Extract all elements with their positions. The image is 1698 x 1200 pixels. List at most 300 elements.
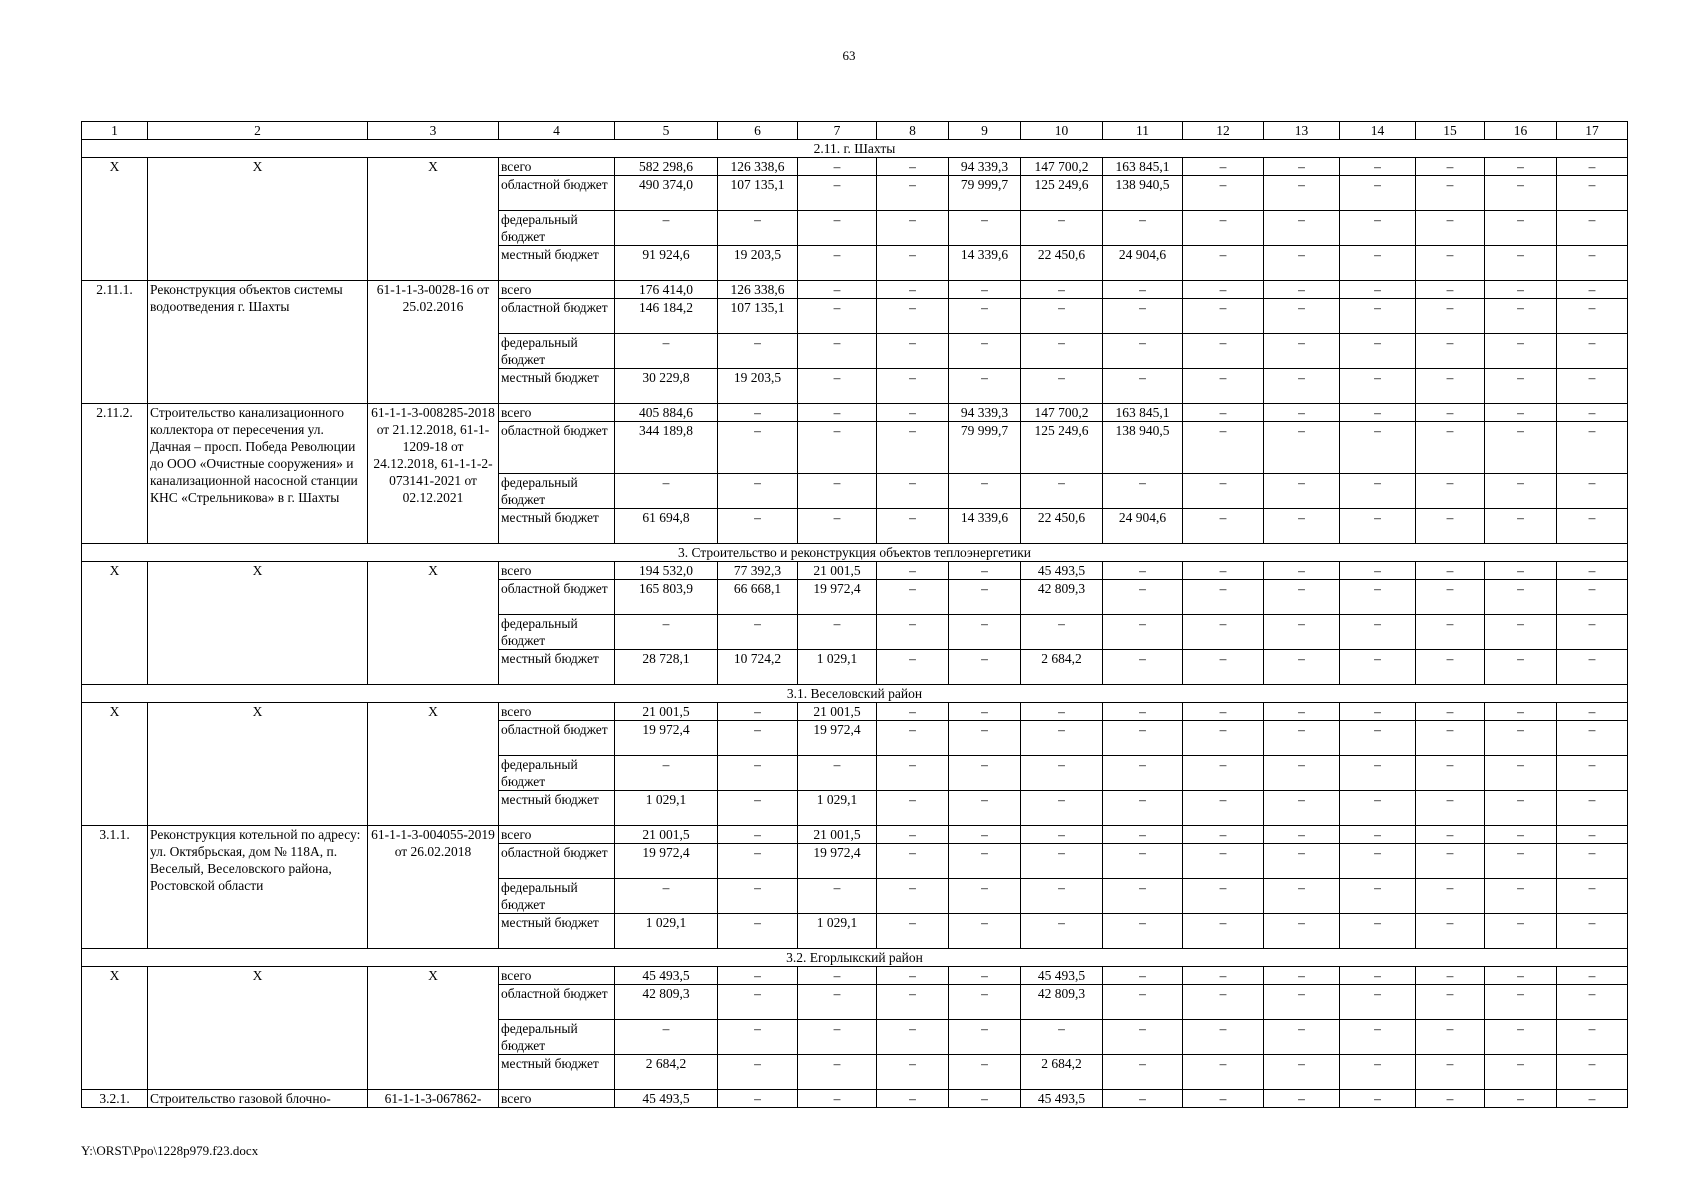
amount-cell: –: [949, 615, 1021, 650]
amount-cell: –: [718, 985, 798, 1020]
amount-cell: –: [718, 334, 798, 369]
amount-cell: –: [877, 422, 949, 474]
amount-cell: 163 845,1: [1103, 158, 1183, 176]
amount-cell: –: [1485, 299, 1557, 334]
amount-cell: –: [1183, 967, 1264, 985]
amount-cell: 1 029,1: [615, 791, 718, 826]
amount-cell: –: [1103, 562, 1183, 580]
amount-cell: –: [1021, 914, 1103, 949]
budget-source-label: федеральный бюджет: [499, 334, 615, 369]
expertise-number: 61-1-1-3-0028-16 от 25.02.2016: [368, 281, 499, 404]
amount-cell: –: [877, 1020, 949, 1055]
amount-cell: 125 249,6: [1021, 422, 1103, 474]
amount-cell: –: [1557, 879, 1628, 914]
amount-cell: –: [1264, 281, 1340, 299]
expertise-number: Х: [368, 703, 499, 826]
amount-cell: –: [1264, 422, 1340, 474]
budget-source-label: федеральный бюджет: [499, 879, 615, 914]
amount-cell: –: [1264, 580, 1340, 615]
amount-cell: –: [1416, 721, 1485, 756]
amount-cell: –: [1264, 703, 1340, 721]
amount-cell: 19 972,4: [615, 844, 718, 879]
amount-cell: 14 339,6: [949, 246, 1021, 281]
amount-cell: 19 203,5: [718, 246, 798, 281]
amount-cell: –: [877, 211, 949, 246]
amount-cell: –: [1021, 211, 1103, 246]
amount-cell: –: [1264, 985, 1340, 1020]
budget-source-label: федеральный бюджет: [499, 615, 615, 650]
amount-cell: –: [1416, 299, 1485, 334]
amount-cell: –: [1021, 334, 1103, 369]
table-row: [82, 404, 1628, 422]
amount-cell: –: [1183, 211, 1264, 246]
amount-cell: –: [1416, 1055, 1485, 1090]
budget-source-label: местный бюджет: [499, 246, 615, 281]
amount-cell: –: [1485, 703, 1557, 721]
amount-cell: 2 684,2: [615, 1055, 718, 1090]
amount-cell: 165 803,9: [615, 580, 718, 615]
amount-cell: –: [877, 1090, 949, 1108]
amount-cell: 1 029,1: [615, 914, 718, 949]
amount-cell: –: [877, 721, 949, 756]
amount-cell: –: [1264, 1055, 1340, 1090]
amount-cell: –: [1264, 791, 1340, 826]
amount-cell: –: [1264, 756, 1340, 791]
amount-cell: –: [1557, 580, 1628, 615]
budget-source-label: областной бюджет: [499, 721, 615, 756]
amount-cell: –: [1340, 756, 1416, 791]
amount-cell: 45 493,5: [615, 1090, 718, 1108]
amount-cell: –: [1183, 404, 1264, 422]
amount-cell: –: [1340, 211, 1416, 246]
amount-cell: –: [1021, 721, 1103, 756]
amount-cell: –: [1485, 562, 1557, 580]
amount-cell: –: [1485, 721, 1557, 756]
amount-cell: –: [1264, 369, 1340, 404]
file-path-footer: Y:\ORST\Ppo\1228p979.f23.docx: [81, 1143, 259, 1158]
amount-cell: 19 972,4: [615, 721, 718, 756]
amount-cell: –: [1557, 176, 1628, 211]
budget-source-label: всего: [499, 703, 615, 721]
item-number: 3.1.1.: [82, 826, 148, 949]
amount-cell: –: [1183, 1020, 1264, 1055]
amount-cell: –: [949, 580, 1021, 615]
table-row: [82, 826, 1628, 844]
amount-cell: –: [1103, 721, 1183, 756]
amount-cell: –: [1340, 1020, 1416, 1055]
section-title: 3. Строительство и реконструкция объектов теплоэнергетики: [82, 544, 1628, 562]
budget-source-label: областной бюджет: [499, 422, 615, 474]
budget-source-label: областной бюджет: [499, 580, 615, 615]
amount-cell: –: [877, 985, 949, 1020]
amount-cell: –: [718, 474, 798, 509]
amount-cell: –: [1416, 844, 1485, 879]
amount-cell: –: [1340, 721, 1416, 756]
amount-cell: –: [1416, 281, 1485, 299]
amount-cell: –: [1103, 474, 1183, 509]
amount-cell: –: [615, 1020, 718, 1055]
amount-cell: 79 999,7: [949, 176, 1021, 211]
amount-cell: –: [1103, 703, 1183, 721]
amount-cell: –: [1103, 844, 1183, 879]
amount-cell: –: [1103, 756, 1183, 791]
amount-cell: –: [798, 1020, 877, 1055]
section-title: 3.2. Егорлыкский район: [82, 949, 1628, 967]
amount-cell: 19 972,4: [798, 721, 877, 756]
amount-cell: –: [877, 967, 949, 985]
amount-cell: –: [1557, 281, 1628, 299]
amount-cell: 21 001,5: [798, 703, 877, 721]
amount-cell: –: [1557, 826, 1628, 844]
budget-source-label: федеральный бюджет: [499, 1020, 615, 1055]
amount-cell: –: [1183, 422, 1264, 474]
budget-source-label: местный бюджет: [499, 509, 615, 544]
amount-cell: –: [1485, 509, 1557, 544]
amount-cell: 22 450,6: [1021, 246, 1103, 281]
amount-cell: 126 338,6: [718, 281, 798, 299]
amount-cell: –: [1557, 967, 1628, 985]
amount-cell: –: [1340, 985, 1416, 1020]
column-number-header: 12: [1183, 122, 1264, 140]
expertise-number: 61-1-1-3-004055-2019 от 26.02.2018: [368, 826, 499, 949]
amount-cell: –: [798, 369, 877, 404]
amount-cell: 19 972,4: [798, 844, 877, 879]
amount-cell: 10 724,2: [718, 650, 798, 685]
amount-cell: –: [949, 1020, 1021, 1055]
amount-cell: –: [1485, 756, 1557, 791]
amount-cell: –: [1183, 1055, 1264, 1090]
amount-cell: 45 493,5: [1021, 967, 1103, 985]
amount-cell: –: [718, 1090, 798, 1108]
column-number-header: 3: [368, 122, 499, 140]
amount-cell: –: [1183, 369, 1264, 404]
amount-cell: 1 029,1: [798, 914, 877, 949]
amount-cell: –: [1183, 756, 1264, 791]
amount-cell: 107 135,1: [718, 299, 798, 334]
amount-cell: –: [1103, 967, 1183, 985]
amount-cell: –: [877, 826, 949, 844]
amount-cell: –: [1485, 1020, 1557, 1055]
expertise-number: 61-1-1-3-008285-2018 от 21.12.2018, 61-1-1209-18 от 24.12.2018, 61-1-1-2-073141-2021 от 02.12.2021: [368, 404, 499, 544]
amount-cell: –: [1340, 650, 1416, 685]
amount-cell: –: [949, 703, 1021, 721]
amount-cell: –: [1340, 879, 1416, 914]
amount-cell: –: [1340, 1055, 1416, 1090]
amount-cell: 344 189,8: [615, 422, 718, 474]
amount-cell: –: [877, 334, 949, 369]
amount-cell: –: [718, 791, 798, 826]
amount-cell: –: [1264, 914, 1340, 949]
amount-cell: –: [1021, 369, 1103, 404]
amount-cell: –: [718, 703, 798, 721]
budget-source-label: всего: [499, 967, 615, 985]
amount-cell: –: [1103, 211, 1183, 246]
amount-cell: –: [1021, 791, 1103, 826]
amount-cell: –: [949, 967, 1021, 985]
amount-cell: –: [1340, 299, 1416, 334]
item-number: 2.11.2.: [82, 404, 148, 544]
item-number: Х: [82, 703, 148, 826]
amount-cell: –: [877, 404, 949, 422]
section-title-row: [82, 949, 1628, 967]
amount-cell: –: [1416, 650, 1485, 685]
amount-cell: –: [1340, 404, 1416, 422]
amount-cell: –: [1557, 791, 1628, 826]
amount-cell: –: [949, 879, 1021, 914]
amount-cell: 1 029,1: [798, 650, 877, 685]
amount-cell: –: [1183, 703, 1264, 721]
amount-cell: –: [1557, 158, 1628, 176]
amount-cell: 194 532,0: [615, 562, 718, 580]
amount-cell: –: [1340, 844, 1416, 879]
amount-cell: –: [798, 1090, 877, 1108]
amount-cell: –: [1416, 404, 1485, 422]
amount-cell: –: [1485, 650, 1557, 685]
amount-cell: 28 728,1: [615, 650, 718, 685]
amount-cell: 490 374,0: [615, 176, 718, 211]
amount-cell: –: [877, 615, 949, 650]
amount-cell: –: [949, 826, 1021, 844]
amount-cell: –: [798, 281, 877, 299]
amount-cell: –: [718, 879, 798, 914]
amount-cell: 45 493,5: [1021, 1090, 1103, 1108]
item-description: Реконструкция объектов системы водоотведения г. Шахты: [148, 281, 368, 404]
amount-cell: –: [1340, 580, 1416, 615]
amount-cell: –: [1557, 1055, 1628, 1090]
amount-cell: –: [1021, 281, 1103, 299]
amount-cell: –: [718, 509, 798, 544]
amount-cell: –: [877, 879, 949, 914]
amount-cell: –: [877, 299, 949, 334]
budget-source-label: федеральный бюджет: [499, 756, 615, 791]
amount-cell: 2 684,2: [1021, 650, 1103, 685]
amount-cell: –: [1183, 158, 1264, 176]
column-number-header: 5: [615, 122, 718, 140]
amount-cell: –: [949, 791, 1021, 826]
amount-cell: –: [877, 756, 949, 791]
amount-cell: –: [1557, 246, 1628, 281]
budget-source-label: местный бюджет: [499, 791, 615, 826]
amount-cell: –: [1416, 756, 1485, 791]
amount-cell: –: [1340, 703, 1416, 721]
amount-cell: –: [949, 369, 1021, 404]
amount-cell: –: [798, 422, 877, 474]
amount-cell: –: [798, 299, 877, 334]
amount-cell: –: [1416, 1020, 1485, 1055]
column-number-header: 14: [1340, 122, 1416, 140]
amount-cell: –: [1264, 211, 1340, 246]
amount-cell: –: [1183, 474, 1264, 509]
amount-cell: –: [1557, 474, 1628, 509]
amount-cell: –: [1557, 334, 1628, 369]
amount-cell: –: [877, 176, 949, 211]
amount-cell: –: [1103, 1090, 1183, 1108]
amount-cell: –: [1340, 176, 1416, 211]
amount-cell: 138 940,5: [1103, 422, 1183, 474]
amount-cell: –: [1416, 580, 1485, 615]
amount-cell: –: [1557, 844, 1628, 879]
amount-cell: –: [877, 791, 949, 826]
budget-source-label: всего: [499, 562, 615, 580]
amount-cell: 94 339,3: [949, 158, 1021, 176]
amount-cell: –: [877, 369, 949, 404]
amount-cell: 30 229,8: [615, 369, 718, 404]
amount-cell: –: [1416, 562, 1485, 580]
amount-cell: –: [1557, 650, 1628, 685]
column-number-header: 6: [718, 122, 798, 140]
item-description: Х: [148, 158, 368, 281]
amount-cell: –: [1264, 158, 1340, 176]
amount-cell: –: [798, 985, 877, 1020]
amount-cell: –: [1416, 474, 1485, 509]
amount-cell: –: [1485, 404, 1557, 422]
column-number-header: 7: [798, 122, 877, 140]
column-number-row: [82, 122, 1628, 140]
item-description: Х: [148, 967, 368, 1090]
table-row: [82, 562, 1628, 580]
column-number-header: 8: [877, 122, 949, 140]
amount-cell: 126 338,6: [718, 158, 798, 176]
amount-cell: –: [798, 1055, 877, 1090]
amount-cell: –: [1264, 615, 1340, 650]
amount-cell: –: [798, 509, 877, 544]
amount-cell: –: [1557, 422, 1628, 474]
amount-cell: 42 809,3: [1021, 985, 1103, 1020]
amount-cell: –: [1557, 369, 1628, 404]
amount-cell: –: [798, 246, 877, 281]
budget-source-label: всего: [499, 826, 615, 844]
budget-source-label: всего: [499, 404, 615, 422]
amount-cell: –: [1485, 369, 1557, 404]
amount-cell: –: [1485, 914, 1557, 949]
amount-cell: –: [1103, 791, 1183, 826]
amount-cell: –: [1183, 985, 1264, 1020]
amount-cell: –: [1416, 246, 1485, 281]
amount-cell: –: [1021, 474, 1103, 509]
amount-cell: –: [1183, 299, 1264, 334]
amount-cell: –: [1416, 1090, 1485, 1108]
table-row: [82, 281, 1628, 299]
amount-cell: –: [1485, 985, 1557, 1020]
expertise-number: 61-1-1-3-067862-: [368, 1090, 499, 1108]
amount-cell: –: [718, 404, 798, 422]
amount-cell: –: [718, 1055, 798, 1090]
amount-cell: –: [1485, 615, 1557, 650]
amount-cell: 19 972,4: [798, 580, 877, 615]
table-row: [82, 967, 1628, 985]
amount-cell: –: [1485, 844, 1557, 879]
amount-cell: –: [1340, 158, 1416, 176]
budget-source-label: областной бюджет: [499, 844, 615, 879]
item-description: Реконструкция котельной по адресу: ул. Октябрьская, дом № 118А, п. Веселый, Веселовского района, Ростовской области: [148, 826, 368, 949]
amount-cell: –: [1183, 562, 1264, 580]
amount-cell: –: [1183, 281, 1264, 299]
amount-cell: 79 999,7: [949, 422, 1021, 474]
column-number-header: 13: [1264, 122, 1340, 140]
amount-cell: –: [1103, 299, 1183, 334]
amount-cell: –: [949, 562, 1021, 580]
item-number: Х: [82, 158, 148, 281]
amount-cell: –: [1416, 176, 1485, 211]
amount-cell: –: [1485, 1090, 1557, 1108]
amount-cell: –: [615, 334, 718, 369]
amount-cell: –: [1485, 211, 1557, 246]
amount-cell: 66 668,1: [718, 580, 798, 615]
amount-cell: –: [1340, 826, 1416, 844]
amount-cell: –: [949, 844, 1021, 879]
amount-cell: –: [1183, 1090, 1264, 1108]
amount-cell: 21 001,5: [798, 826, 877, 844]
amount-cell: –: [1264, 509, 1340, 544]
amount-cell: –: [1416, 509, 1485, 544]
amount-cell: –: [1264, 879, 1340, 914]
item-description: Х: [148, 703, 368, 826]
amount-cell: 176 414,0: [615, 281, 718, 299]
amount-cell: –: [615, 211, 718, 246]
amount-cell: –: [1103, 1020, 1183, 1055]
amount-cell: –: [1557, 404, 1628, 422]
table-row: [82, 158, 1628, 176]
amount-cell: 45 493,5: [1021, 562, 1103, 580]
amount-cell: –: [615, 879, 718, 914]
column-number-header: 10: [1021, 122, 1103, 140]
amount-cell: –: [1183, 879, 1264, 914]
column-number-header: 11: [1103, 122, 1183, 140]
expertise-number: Х: [368, 158, 499, 281]
amount-cell: –: [1485, 281, 1557, 299]
amount-cell: –: [798, 474, 877, 509]
amount-cell: –: [1416, 826, 1485, 844]
amount-cell: –: [1416, 334, 1485, 369]
amount-cell: –: [1340, 281, 1416, 299]
amount-cell: –: [949, 650, 1021, 685]
amount-cell: 1 029,1: [798, 791, 877, 826]
amount-cell: 19 203,5: [718, 369, 798, 404]
budget-source-label: всего: [499, 281, 615, 299]
amount-cell: –: [949, 914, 1021, 949]
expertise-number: Х: [368, 562, 499, 685]
column-number-header: 1: [82, 122, 148, 140]
amount-cell: –: [1557, 299, 1628, 334]
item-description: Х: [148, 562, 368, 685]
amount-cell: 22 450,6: [1021, 509, 1103, 544]
amount-cell: –: [1264, 474, 1340, 509]
amount-cell: 45 493,5: [615, 967, 718, 985]
item-number: Х: [82, 967, 148, 1090]
amount-cell: –: [1416, 791, 1485, 826]
amount-cell: –: [718, 756, 798, 791]
budget-source-label: местный бюджет: [499, 369, 615, 404]
amount-cell: –: [877, 703, 949, 721]
amount-cell: –: [1183, 914, 1264, 949]
amount-cell: –: [1103, 914, 1183, 949]
amount-cell: –: [1183, 615, 1264, 650]
amount-cell: –: [1264, 650, 1340, 685]
amount-cell: –: [1340, 967, 1416, 985]
amount-cell: –: [1557, 562, 1628, 580]
amount-cell: –: [949, 721, 1021, 756]
amount-cell: 147 700,2: [1021, 404, 1103, 422]
amount-cell: –: [798, 158, 877, 176]
amount-cell: –: [1021, 756, 1103, 791]
amount-cell: –: [1557, 914, 1628, 949]
amount-cell: 125 249,6: [1021, 176, 1103, 211]
amount-cell: –: [1264, 176, 1340, 211]
amount-cell: –: [877, 281, 949, 299]
amount-cell: –: [1103, 281, 1183, 299]
section-title: 3.1. Веселовский район: [82, 685, 1628, 703]
amount-cell: 146 184,2: [615, 299, 718, 334]
